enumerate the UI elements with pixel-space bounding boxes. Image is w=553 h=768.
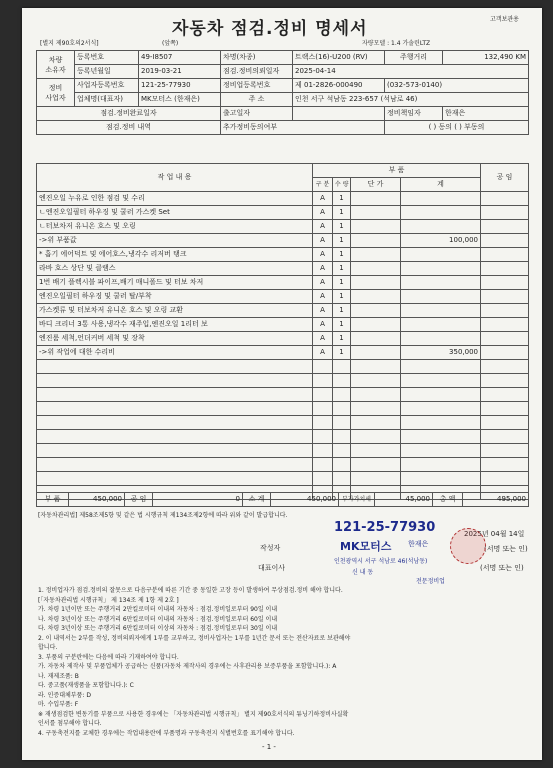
item-labor <box>481 290 529 304</box>
request-date: 2025-04-14 <box>293 65 529 79</box>
rep-label: 대표이사 <box>258 564 286 572</box>
totals-table <box>36 492 529 507</box>
mileage-label: 주행거리 <box>385 51 443 65</box>
item-labor <box>481 346 529 360</box>
work-item-text: * 흡기 에어덕트 및 에어호스,냉각수 리저버 탱크 <box>37 248 313 262</box>
table-row <box>37 220 529 234</box>
reg-no-label: 등록번호 <box>75 51 139 65</box>
subtotal-label: 소 계 <box>243 493 271 507</box>
item-unit-price <box>351 206 401 220</box>
note-line: 2. 이 내역서는 2부를 작성, 정비의뢰자에게 1부를 교부하고, 정비사업자는 1부를 1년간 문서 또는 전산자료로 보관해야 <box>38 634 351 642</box>
reg-date-label: 등록년월일 <box>75 65 139 79</box>
copy-label: 고객보관용 <box>490 16 519 23</box>
additional-consent-label: 추가정비동의여부 <box>221 121 385 135</box>
item-unit-price <box>351 304 401 318</box>
item-sum <box>401 248 481 262</box>
empty-row <box>37 444 529 458</box>
empty-row <box>37 430 529 444</box>
work-item-text: ->위 부품값 <box>37 234 313 248</box>
shop-reg-label: 정비업등록번호 <box>221 79 293 93</box>
empty-row <box>37 458 529 472</box>
table-row <box>37 276 529 290</box>
item-labor <box>481 192 529 206</box>
table-row <box>37 332 529 346</box>
item-qty: 1 <box>333 276 351 290</box>
item-unit-price <box>351 262 401 276</box>
item-labor <box>481 220 529 234</box>
parts-header: 부 품 <box>313 164 481 178</box>
item-sum <box>401 332 481 346</box>
item-qty: 1 <box>333 346 351 360</box>
form-side: (앞쪽) <box>162 40 179 47</box>
total-parts-label: 부 품 <box>37 493 69 507</box>
item-kind: A <box>313 318 333 332</box>
stamp-owner: 한재은 <box>408 540 429 548</box>
form-number: [별지 제90호의2서식] <box>40 40 99 47</box>
empty-row <box>37 416 529 430</box>
item-labor <box>481 304 529 318</box>
stamp-business-no: 121-25-77930 <box>334 520 436 535</box>
item-kind: A <box>313 220 333 234</box>
table-row <box>37 290 529 304</box>
vehicle-label: 차명(차종) <box>221 51 293 65</box>
item-labor <box>481 276 529 290</box>
item-unit-price <box>351 332 401 346</box>
work-item-text: 바디 크리너 3통 사용,냉각수 재주입,엔진오일 1리터 보 <box>37 318 313 332</box>
grand-total: 495,000 <box>463 493 529 507</box>
subtotal: 450,000 <box>271 493 339 507</box>
done-date-label: 점검.정비완료일자 <box>37 107 221 121</box>
items-header: 점검.정비 내역 <box>37 121 221 135</box>
item-sum <box>401 206 481 220</box>
vehicle-name: 트랙스(16)-U200 (RV) <box>293 51 385 65</box>
table-row <box>37 248 529 262</box>
item-kind: A <box>313 248 333 262</box>
company-name: MK모터스 (한재은) <box>139 93 221 107</box>
table-row <box>37 262 529 276</box>
note-line: 다. 차령 3년이상 또는 주행거리 6만킬로미터 이상의 자동차 : 점검.정비일로부터 30일 이내 <box>38 625 278 632</box>
work-item-text: 가스켓류 및 터보차저 유니온 호스 및 오링 교환 <box>37 304 313 318</box>
note-line: 가. 자동차 제작사 및 부품업체가 공급하는 신품(자동차 제작사의 경우에는 사후관리용 보증부품을 포함합니다.): A <box>38 663 337 670</box>
item-labor <box>481 332 529 346</box>
item-kind: A <box>313 192 333 206</box>
page-number: - 1 - <box>262 743 276 751</box>
biz-no: 121-25-77930 <box>139 79 221 93</box>
item-kind: A <box>313 234 333 248</box>
item-qty: 1 <box>333 234 351 248</box>
item-sum <box>401 290 481 304</box>
item-kind: A <box>313 290 333 304</box>
item-kind: A <box>313 304 333 318</box>
item-labor <box>481 318 529 332</box>
notes-section <box>38 586 528 738</box>
item-qty: 1 <box>333 262 351 276</box>
legal-statement: [자동차관리법] 제58조제5항 및 같은 법 시행규칙 제134조제2항에 따라 위와 같이 발급합니다. <box>38 512 288 519</box>
request-label: 점검.정비의뢰일자 <box>221 65 293 79</box>
rep-sign: (서명 또는 인) <box>480 564 524 572</box>
note-line: 3. 부품의 구분란에는 다음에 따라 기재하여야 합니다. <box>38 653 179 661</box>
table-row <box>37 318 529 332</box>
item-unit-price <box>351 220 401 234</box>
kind-header: 구 분 <box>313 178 333 192</box>
item-sum <box>401 276 481 290</box>
item-kind: A <box>313 276 333 290</box>
work-item-text: 엔진오일필터 하우징 및 쿨러 탈/부착 <box>37 290 313 304</box>
address: 인천 서구 석남동 223-657 (석남로 46) <box>293 93 529 107</box>
stamp-company: MK모터스 <box>340 540 392 553</box>
work-item-text: 1번 배기 플렉시블 파이프,배기 매니폴드 및 터보 차저 <box>37 276 313 290</box>
work-item-text: ㄴ터보차저 유니온 호스 및 오링 <box>37 220 313 234</box>
grand-total-label: 총 액 <box>433 493 463 507</box>
mechanic-name: 한재은 <box>443 107 529 121</box>
work-item-text: 라바 호스 상단 및 클램스 <box>37 262 313 276</box>
note-line: 가. 차령 1년이만 또는 주행거리 2만킬로미터 이내의 자동차 : 점검.정비일로부터 90일 이내 <box>38 606 278 613</box>
biz-no-label: 사업자등록번호 <box>75 79 139 93</box>
stamp-business-type: 전문정비업 <box>416 578 445 585</box>
item-qty: 1 <box>333 206 351 220</box>
labor-header: 공 임 <box>481 164 529 192</box>
item-unit-price <box>351 192 401 206</box>
note-line: 나. 재제조품: B <box>38 672 79 680</box>
item-qty: 1 <box>333 304 351 318</box>
item-labor <box>481 234 529 248</box>
empty-row <box>37 374 529 388</box>
info-table <box>36 50 529 135</box>
item-sum <box>401 192 481 206</box>
note-line: 4. 구동축전지를 교체한 경우에는 작업내용란에 부품명과 구동축전지 식별번호를 표기해야 합니다. <box>38 729 295 737</box>
vehicle-model: 자량모델 : 1.4 가솔린LTZ <box>362 40 431 47</box>
issue-date: 2025년 04월 14일 <box>464 530 525 538</box>
empty-row <box>37 360 529 374</box>
item-sum: 100,000 <box>401 234 481 248</box>
sum-header: 계 <box>401 178 481 192</box>
vat-label: 부가가치세 <box>339 493 375 507</box>
item-qty: 1 <box>333 290 351 304</box>
writer-sign: (서명 또는 인) <box>484 545 528 553</box>
reg-no: 49-I8507 <box>139 51 221 65</box>
item-labor <box>481 262 529 276</box>
item-unit-price <box>351 234 401 248</box>
empty-row <box>37 472 529 486</box>
writer-label: 작성자 <box>260 544 281 552</box>
item-qty: 1 <box>333 318 351 332</box>
note-line: 1. 정비업자가 점검.정비의 잘못으로 다음구분에 따른 기간 중 동일한 고장 등이 발생하여 무상점검.정비 해야 합니다. <box>38 587 343 594</box>
table-row <box>37 304 529 318</box>
note-line: 마. 수입부품: F <box>38 701 79 708</box>
qty-header: 수 량 <box>333 178 351 192</box>
item-unit-price <box>351 318 401 332</box>
item-kind: A <box>313 332 333 346</box>
document-sheet <box>22 8 542 760</box>
item-labor <box>481 248 529 262</box>
item-labor <box>481 206 529 220</box>
mechanic-label: 정비책임자 <box>385 107 443 121</box>
work-item-text: 엔진오일 누유로 인한 점검 및 수리 <box>37 192 313 206</box>
stamp-address-2: 신 내 동 <box>352 569 374 576</box>
unit-price-header: 단 가 <box>351 178 401 192</box>
company-label: 업체명(대표자) <box>75 93 139 107</box>
work-items-table <box>36 163 529 500</box>
empty-row <box>37 388 529 402</box>
mileage-value: 132,490 KM <box>443 51 529 65</box>
item-unit-price <box>351 346 401 360</box>
item-qty: 1 <box>333 220 351 234</box>
item-sum <box>401 318 481 332</box>
shop-reg-no: 제 01-2826-000490 <box>293 79 385 93</box>
item-qty: 1 <box>333 248 351 262</box>
item-kind: A <box>313 262 333 276</box>
empty-row <box>37 402 529 416</box>
item-qty: 1 <box>333 192 351 206</box>
item-unit-price <box>351 276 401 290</box>
seal-stamp <box>450 528 486 564</box>
table-row <box>37 346 529 360</box>
work-item-text: ㄴ엔진오일필터 하우징 및 쿨러 가스켓 Set <box>37 206 313 220</box>
reg-date: 2019-03-21 <box>139 65 221 79</box>
note-line: 합니다. <box>38 644 58 651</box>
total-parts: 450,000 <box>69 493 125 507</box>
stamp-address: 인천광역시 서구 석남로 46(석남동) <box>334 558 428 565</box>
total-labor-label: 공 임 <box>125 493 153 507</box>
item-kind: A <box>313 346 333 360</box>
work-item-text: ->위 작업에 대한 수리비 <box>37 346 313 360</box>
table-row <box>37 192 529 206</box>
note-line: 인서를 첨부해야 합니다. <box>38 720 102 727</box>
item-kind: A <box>313 206 333 220</box>
note-line: [「자동차관리법 시행규칙」 제 134조 제 1항 제 2호 ] <box>38 596 179 604</box>
item-unit-price <box>351 290 401 304</box>
item-unit-price <box>351 248 401 262</box>
note-line: 다. 중고품(재생품을 포함합니다.): C <box>38 682 134 689</box>
document-title: 자동차 점검.정비 명세서 <box>172 19 368 39</box>
vat: 45,000 <box>375 493 433 507</box>
table-row <box>37 206 529 220</box>
owner-label: 차량 소유자 <box>37 51 75 79</box>
shop-phone: (032-573-0140) <box>385 79 529 93</box>
item-qty: 1 <box>333 332 351 346</box>
work-item-text: 엔진룸 세척,언더커버 세척 및 장착 <box>37 332 313 346</box>
item-sum: 350,000 <box>401 346 481 360</box>
note-line: ※ 재생점검한 변동기를 부품으로 사용한 경우에는 「자동차관리법 시행규칙」 별지 제90호서식의 튜닝기하정비사실확 <box>38 710 349 718</box>
out-date-label: 출고일자 <box>221 107 293 121</box>
shop-label: 정비 사업자 <box>37 79 75 107</box>
note-line: 라. 인증대체부품: D <box>38 691 91 699</box>
item-sum <box>401 220 481 234</box>
item-sum <box>401 262 481 276</box>
table-row <box>37 234 529 248</box>
total-labor: 0 <box>153 493 243 507</box>
item-sum <box>401 304 481 318</box>
note-line: 나. 차령 3년이상 또는 주행거리 6만킬로미터 이내의 자동차 : 점검.정비일로부터 60일 이내 <box>38 615 278 623</box>
consent-options: ( ) 동의 ( ) 부동의 <box>385 121 529 135</box>
work-header: 작 업 내 용 <box>37 164 313 192</box>
address-label: 주 소 <box>221 93 293 107</box>
